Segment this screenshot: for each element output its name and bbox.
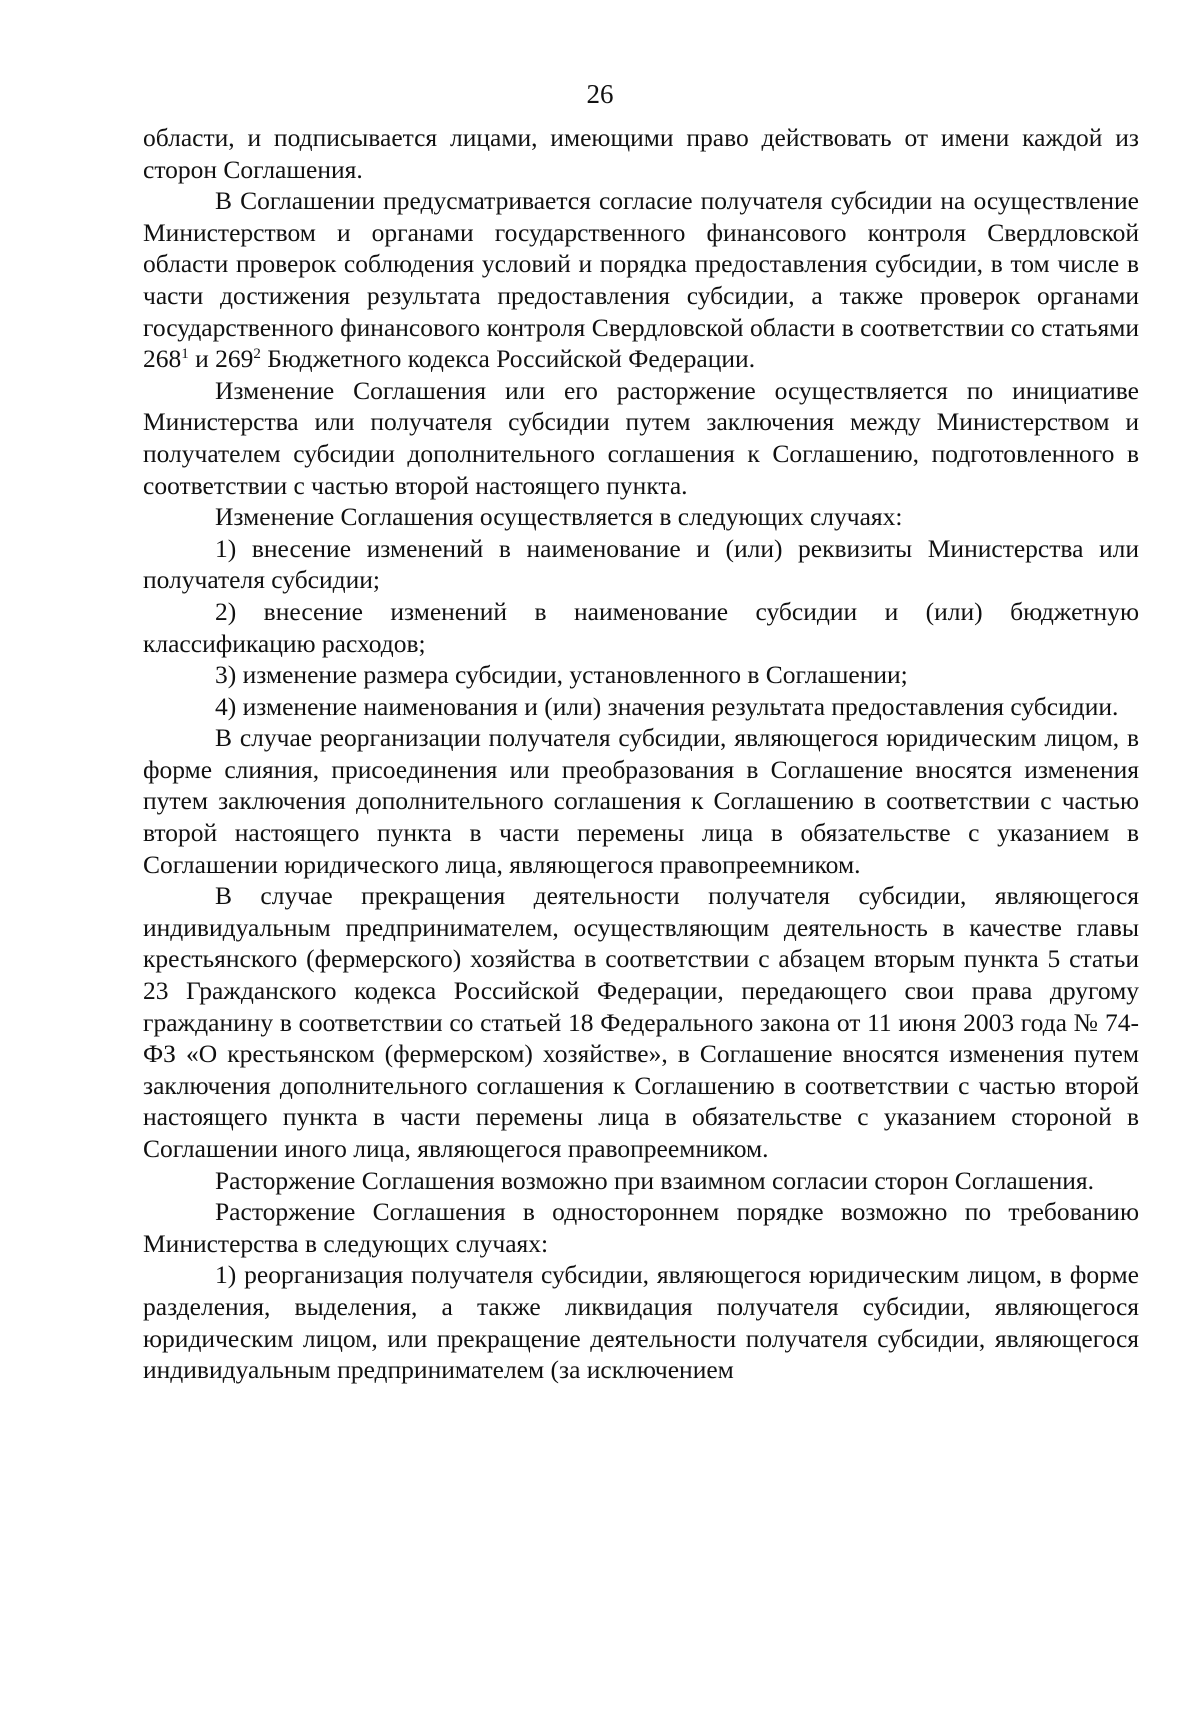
paragraph-text: В Соглашении предусматривается согласие получателя субсидии на осуществление Министерством и органами государственного финансового контроля Свердловской области проверок соблюдения условий и порядка предоставления субсидии, в том числе в части достижения результата предоставления субсидии, а также проверок органами государственного финансового контроля Свердловской области в соответствии со статьями 268	[143, 186, 1139, 374]
paragraph-p3	[143, 501, 1139, 533]
paragraph-p12	[143, 1259, 1139, 1385]
paragraph-p11	[143, 1196, 1139, 1259]
paragraph-p1	[143, 185, 1139, 375]
paragraph-text: Бюджетного кодекса Российской Федерации.	[260, 344, 756, 374]
paragraph-p7	[143, 691, 1139, 723]
paragraph-text: Изменение Соглашения осуществляется в следующих случаях:	[215, 502, 903, 532]
paragraph-p9	[143, 880, 1139, 1164]
paragraph-p4	[143, 533, 1139, 596]
page-number: 26	[586, 79, 614, 109]
footnote-superscript: 2	[253, 346, 261, 363]
paragraph-p2	[143, 375, 1139, 501]
paragraph-p0	[143, 122, 1139, 185]
paragraph-text: 2) внесение изменений в наименование субсидии и (или) бюджетную классификацию расходов;	[143, 596, 1139, 658]
paragraph-text: 1) реорганизация получателя субсидии, являющегося юридическим лицом, в форме разделения, выделения, а также ликвидация получателя субсидии, являющегося юридическим лицом, или прекращение деятельности получателя субсидии, являющегося индивидуальным предпринимателем (за исключением	[143, 1260, 1139, 1385]
paragraph-text: Расторжение Соглашения возможно при взаимном согласии сторон Соглашения.	[215, 1165, 1095, 1195]
paragraph-text: Изменение Соглашения или его расторжение осуществляется по инициативе Министерства или получателя субсидии путем заключения между Министерством и получателем субсидии дополнительного соглашения к Соглашению, подготовленного в соответствии с частью второй настоящего пункта.	[143, 375, 1139, 500]
paragraph-text: 1) внесение изменений в наименование и (или) реквизиты Министерства или получателя субсидии;	[143, 533, 1139, 595]
footnote-superscript: 1	[181, 346, 189, 363]
paragraph-p8	[143, 722, 1139, 880]
paragraph-text: области, и подписывается лицами, имеющими право действовать от имени каждой из сторон Соглашения.	[143, 123, 1139, 184]
paragraph-text: 4) изменение наименования и (или) значения результата предоставления субсидии.	[215, 691, 1119, 721]
paragraph-p10	[143, 1165, 1139, 1197]
document-body	[143, 122, 1139, 1386]
paragraph-p6	[143, 659, 1139, 691]
paragraph-text: и 269	[188, 344, 254, 374]
paragraph-text: Расторжение Соглашения в одностороннем порядке возможно по требованию Министерства в следующих случаях:	[143, 1197, 1139, 1258]
paragraph-p5	[143, 596, 1139, 659]
paragraph-text: В случае прекращения деятельности получателя субсидии, являющегося индивидуальным предпринимателем, осуществляющим деятельность в качестве главы крестьянского (фермерского) хозяйства в соответствии с абзацем вторым пункта 5 статьи 23 Гражданского кодекса Российской Федерации, передающего свои права другому гражданину в соответствии со статьей 18 Федерального закона от 11 июня 2003 года № 74-ФЗ «О крестьянском (фермерском) хозяйстве», в Соглашение вносятся изменения путем заключения дополнительного соглашения к Соглашению в соответствии с частью второй настоящего пункта в части перемены лица в обязательстве с указанием стороной в Соглашении иного лица, являющегося правопреемником.	[143, 881, 1139, 1163]
paragraph-text: В случае реорганизации получателя субсидии, являющегося юридическим лицом, в форме слияния, присоединения или преобразования в Соглашение вносятся изменения путем заключения дополнительного соглашения к Соглашению в соответствии с частью второй настоящего пункта в части перемены лица в обязательстве с указанием в Соглашении юридического лица, являющегося правопреемником.	[143, 723, 1139, 879]
paragraph-text: 3) изменение размера субсидии, установленного в Соглашении;	[215, 660, 908, 690]
